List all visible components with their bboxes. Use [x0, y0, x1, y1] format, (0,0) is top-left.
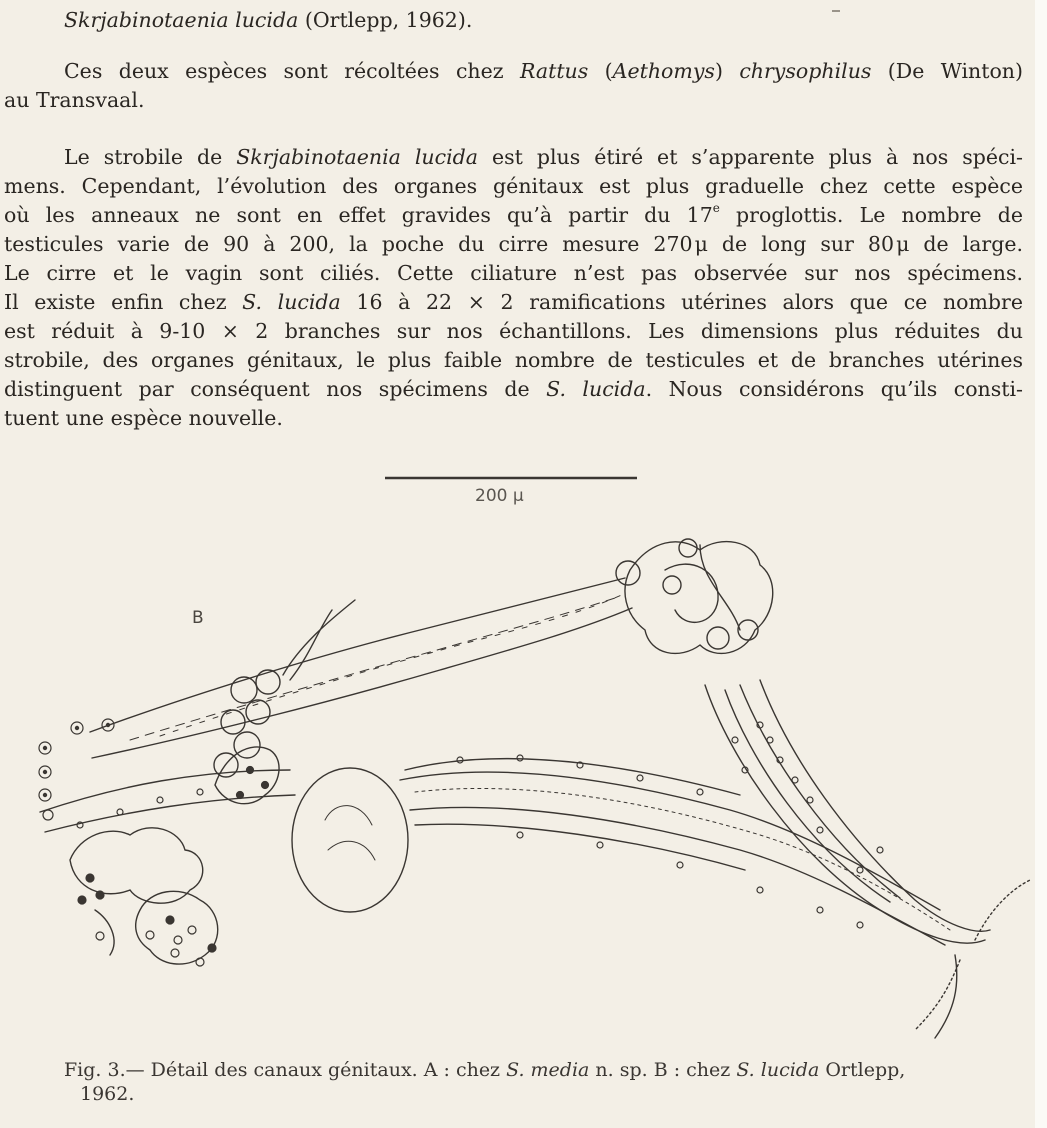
text-run: mens. Cependant, l’évolution des organes génitaux est plus graduelle chez cette espèce — [4, 174, 1023, 198]
caption-species: S. lucida — [736, 1059, 820, 1081]
terminal-strand — [935, 955, 957, 1038]
vesicle — [679, 539, 697, 557]
vagina-lower-edge — [410, 807, 945, 945]
vagina-lining — [415, 788, 950, 930]
species-name: Skrjabinotaenia lucida — [236, 145, 478, 169]
cell-row — [415, 824, 745, 870]
species-name: S. lucida — [546, 377, 646, 401]
cilium-strand — [290, 610, 332, 680]
micron-symbol: μ — [694, 232, 708, 256]
text-run: . Nous considérons qu’ils consti- — [645, 377, 1023, 401]
caption-species: S. media — [506, 1059, 590, 1081]
vesicle — [256, 670, 280, 694]
coil-loop — [665, 564, 718, 622]
text-run: est réduit à 9-10 × 2 branches sur nos échantillons. Les dimensions plus réduites du — [4, 319, 1023, 343]
caption-text: Fig. 3.— Détail des canaux génitaux. A : chez — [64, 1059, 507, 1081]
paragraph-line — [4, 317, 1023, 347]
vesicle — [221, 710, 245, 734]
cell-row — [405, 759, 740, 795]
receptacle-texture — [325, 806, 372, 825]
text-run: distinguent par conséquent nos spécimens de — [4, 377, 547, 401]
paragraph-line — [64, 143, 1023, 173]
paragraph-hosts-line-1 — [64, 57, 1023, 87]
text-run: Le cirre et le vagin sont ciliés. Cette ciliature n’est pas observée sur nos spécimens. — [4, 261, 1023, 285]
terminal-strand — [915, 960, 960, 1030]
scale-bar — [385, 478, 637, 506]
cirrus-pouch-lower-edge — [92, 608, 632, 758]
species-header-line — [64, 6, 964, 36]
paragraph-line — [4, 346, 1023, 376]
paragraph-line — [4, 375, 1023, 405]
cilium-strand — [283, 600, 355, 675]
text-run: 16 à 22 × 2 ramifications utérines alors que ce nombre — [340, 290, 1023, 314]
figure-caption — [64, 1058, 1034, 1106]
host-species: chrysophilus — [739, 59, 872, 83]
paragraph-line — [4, 201, 1023, 231]
coiled-duct-mass — [625, 542, 773, 654]
cirrus-pouch-striations — [160, 592, 628, 736]
caption-text: 1962. — [80, 1083, 135, 1105]
micron-symbol: μ — [896, 232, 910, 256]
text-run: est plus étiré et s’apparente plus à nos spéci- — [477, 145, 1023, 169]
text-run: ) — [714, 59, 740, 83]
paragraph-line — [4, 404, 1023, 434]
text-run: Le strobile de — [64, 145, 237, 169]
descending-duct-outer — [760, 680, 990, 931]
species-name: Skrjabinotaenia lucida — [64, 8, 299, 32]
coil-loop — [700, 545, 740, 630]
panel-letter: B — [192, 608, 204, 628]
text-run: Il existe enfin chez — [4, 290, 243, 314]
descending-duct-inner — [725, 690, 890, 902]
ovary-lobe — [215, 747, 279, 804]
vesicle — [231, 677, 257, 703]
genital-canal-drawing — [0, 440, 1047, 1040]
superscript: e — [712, 201, 720, 216]
seminal-receptacle — [292, 768, 408, 912]
caption-text: n. sp. B : chez — [589, 1059, 737, 1081]
text-run: tuent une espèce nouvelle. — [4, 406, 283, 430]
text-run: Ces deux espèces sont récoltées chez — [64, 59, 520, 83]
paragraph-hosts-line-2 — [4, 86, 1004, 116]
drawing-strokes — [40, 539, 1030, 1038]
receptacle-texture — [328, 841, 375, 860]
text-run: ( — [588, 59, 613, 83]
text-run: au Transvaal. — [4, 88, 145, 112]
host-genus: Rattus — [519, 59, 589, 83]
paragraph-line — [4, 259, 1023, 289]
text-run: de long sur 80 — [707, 232, 895, 256]
vesicle — [663, 576, 681, 594]
cirrus-pouch-upper-edge — [90, 578, 625, 732]
text-run: (De Winton) — [871, 59, 1024, 83]
paragraph-line — [4, 288, 1023, 318]
text-run: testicules varie de 90 à 200, la poche du cirre mesure 270 — [4, 232, 693, 256]
paragraph-line — [4, 172, 1023, 202]
left-canal-upper — [40, 770, 290, 812]
text-run: où les anneaux ne sont en effet gravides qu’à partir du 17 — [4, 203, 713, 227]
text-run: proglottis. Le nombre de — [719, 203, 1023, 227]
scale-bar-label: 200 μ — [475, 486, 524, 506]
species-authority: (Ortlepp, 1962). — [304, 8, 473, 32]
host-subgenus: Aethomys — [612, 59, 715, 83]
descending-duct-outer — [705, 685, 985, 943]
text-run: de large. — [909, 232, 1024, 256]
text-run: strobile, des organes génitaux, le plus faible nombre de testicules et de branches utérines — [4, 348, 1023, 372]
species-name: S. lucida — [242, 290, 341, 314]
vesicle — [234, 732, 260, 758]
vesicle — [707, 627, 729, 649]
paragraph-line — [4, 230, 1023, 260]
caption-text: Ortlepp, — [819, 1059, 906, 1081]
